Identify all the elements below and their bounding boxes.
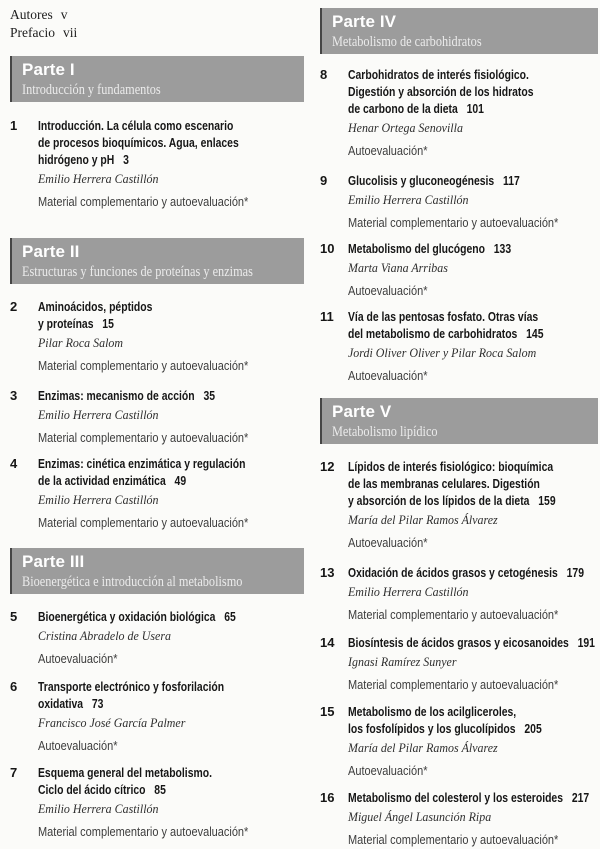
toc-chapter — [320, 172, 598, 232]
chapter-number: 9 — [320, 173, 328, 188]
chapter-material-note: Material complementario y autoevaluación* — [348, 216, 559, 230]
chapter-title-line: y absorción de los lípidos de la dieta 159 — [348, 493, 556, 508]
chapter-number: 2 — [10, 299, 18, 314]
chapter-title — [348, 564, 598, 581]
chapter-author: Emilio Herrera Castillón — [348, 192, 469, 207]
chapter-author: Miguel Ángel Lasunción Ripa — [348, 809, 492, 824]
chapter-title — [348, 634, 598, 651]
chapter-title-line: de las membranas celulares. Digestión — [348, 476, 540, 491]
chapter-author: Ignasi Ramírez Sunyer — [348, 654, 457, 669]
front-matter — [10, 6, 304, 42]
part-subtitle: Introducción y fundamentos — [22, 82, 161, 98]
chapter-author: María del Pilar Ramos Álvarez — [348, 512, 498, 527]
chapter-material-note: Material complementario y autoevaluación* — [348, 833, 559, 847]
chapter-title-line: Carbohidratos de interés fisiológico. — [348, 67, 529, 82]
chapter-author: Francisco José García Palmer — [38, 715, 186, 730]
part-subtitle: Bioenergética e introducción al metabolismo — [22, 574, 243, 590]
part-label: Parte V — [332, 402, 392, 421]
chapter-title — [38, 117, 304, 168]
chapter-material-note: Material complementario y autoevaluación* — [348, 678, 559, 692]
chapter-title — [38, 455, 304, 489]
chapter-author: María del Pilar Ramos Álvarez — [348, 740, 498, 755]
chapter-title-line: Ciclo del ácido cítrico 85 — [38, 782, 166, 797]
chapter-author: Emilio Herrera Castillón — [38, 492, 159, 507]
chapter-material-note: Autoevaluación* — [38, 652, 118, 666]
chapter-material-note: Material complementario y autoevaluación* — [38, 431, 249, 445]
chapter-page-number: 159 — [538, 493, 556, 508]
toc-part-section — [320, 398, 598, 849]
part-subtitle: Metabolismo lipídico — [332, 424, 438, 440]
chapter-title — [348, 172, 598, 189]
part-header — [10, 548, 304, 594]
chapter-material-note: Autoevaluación* — [348, 536, 428, 550]
chapter-number: 16 — [320, 790, 335, 805]
chapter-title-line: Bioenergética y oxidación biológica 65 — [38, 609, 236, 624]
chapter-number: 11 — [320, 309, 334, 324]
toc-chapter — [320, 634, 598, 694]
chapter-page-number: 73 — [91, 696, 104, 711]
toc-column-right — [320, 0, 598, 849]
chapter-author: Cristina Abradelo de Usera — [38, 628, 172, 643]
chapter-page-number: 133 — [493, 241, 512, 256]
chapter-title-line: Enzimas: cinética enzimática y regulación — [38, 456, 246, 471]
toc-chapter — [10, 764, 304, 841]
front-matter-entry — [10, 6, 304, 24]
chapter-title-line: de carbono de la dieta 101 — [348, 101, 484, 116]
part-label: Parte IV — [332, 12, 397, 31]
toc-column-left — [10, 0, 304, 841]
chapter-page-number: 145 — [526, 326, 544, 341]
chapter-author: Marta Viana Arribas — [348, 260, 448, 275]
chapter-title — [348, 240, 598, 257]
chapter-material-note: Material complementario y autoevaluación* — [38, 516, 249, 530]
part-header — [320, 398, 598, 444]
chapter-number: 14 — [320, 635, 335, 650]
chapter-title — [348, 789, 598, 806]
toc-chapter — [320, 564, 598, 624]
chapter-page-number: 217 — [571, 790, 590, 805]
chapter-page-number: 35 — [203, 388, 216, 403]
part-label: Parte III — [22, 552, 85, 571]
toc-part-section — [320, 8, 598, 385]
chapter-page-number: 191 — [577, 635, 595, 650]
chapter-number: 1 — [10, 118, 18, 133]
chapter-title-line: Oxidación de ácidos grasos y cetogénesis 179 — [348, 565, 584, 580]
chapter-page-number: 49 — [174, 473, 187, 488]
chapter-number: 5 — [10, 609, 18, 624]
chapter-title-line: Metabolismo del colesterol y los esteroides 217 — [348, 790, 590, 805]
chapter-title-line: los fosfolípidos y los glucolípidos 205 — [348, 721, 542, 736]
chapter-author: Emilio Herrera Castillón — [38, 407, 159, 422]
chapter-page-number: 101 — [466, 101, 484, 116]
chapter-title — [348, 66, 598, 117]
chapter-title-line: Glucolisis y gluconeogénesis 117 — [348, 173, 520, 188]
chapter-number: 12 — [320, 459, 335, 474]
chapter-title-line: Enzimas: mecanismo de acción 35 — [38, 388, 216, 403]
chapter-title — [38, 298, 304, 332]
part-header — [10, 56, 304, 102]
chapter-title — [38, 764, 304, 798]
toc-chapter — [10, 455, 304, 532]
toc-chapter — [10, 298, 304, 375]
chapter-number: 4 — [10, 456, 18, 471]
toc-part-section — [10, 548, 304, 841]
chapter-number: 10 — [320, 241, 335, 256]
chapter-title-line: Biosíntesis de ácidos grasos y eicosanoides 191 — [348, 635, 595, 650]
part-subtitle: Metabolismo de carbohidratos — [332, 34, 482, 50]
chapter-author: Jordi Oliver Oliver y Pilar Roca Salom — [348, 345, 537, 360]
chapter-title — [348, 458, 598, 509]
chapter-number: 8 — [320, 67, 328, 82]
chapter-title-line: Lípidos de interés fisiológico: bioquímica — [348, 459, 554, 474]
chapter-page-number: 117 — [503, 173, 520, 188]
toc-chapter — [10, 117, 304, 211]
chapter-page-number: 65 — [224, 609, 236, 624]
chapter-title-line: de procesos bioquímicos. Agua, enlaces — [38, 135, 239, 150]
chapter-material-note: Material complementario y autoevaluación* — [38, 195, 249, 209]
chapter-number: 15 — [320, 704, 335, 719]
part-label: Parte II — [22, 242, 80, 261]
toc-part-section — [10, 238, 304, 532]
chapter-page-number: 3 — [123, 152, 129, 167]
chapter-page-number: 179 — [566, 565, 584, 580]
part-header — [10, 238, 304, 284]
chapter-title — [348, 308, 598, 342]
part-header — [320, 8, 598, 54]
chapter-material-note: Autoevaluación* — [348, 369, 428, 383]
chapter-number: 7 — [10, 765, 18, 780]
chapter-title-line: Aminoácidos, péptidos — [38, 299, 153, 314]
chapter-material-note: Autoevaluación* — [38, 739, 118, 753]
chapter-title-line: Digestión y absorción de los hidratos — [348, 84, 534, 99]
chapter-title — [38, 387, 304, 404]
toc-chapter — [320, 308, 598, 385]
part-subtitle: Estructuras y funciones de proteínas y enzimas — [22, 264, 253, 280]
toc-chapter — [320, 458, 598, 552]
toc-chapter — [10, 678, 304, 755]
part-label: Parte I — [22, 60, 75, 79]
entry-label: Prefacio — [10, 25, 55, 40]
chapter-author: Henar Ortega Senovilla — [348, 120, 463, 135]
front-matter-entry — [10, 24, 304, 42]
toc-part-section — [10, 56, 304, 211]
chapter-page-number: 15 — [102, 316, 114, 331]
chapter-title — [38, 678, 304, 712]
chapter-title-line: del metabolismo de carbohidratos 145 — [348, 326, 544, 341]
chapter-number: 3 — [10, 388, 18, 403]
chapter-title-line: Esquema general del metabolismo. — [38, 765, 212, 780]
chapter-author: Emilio Herrera Castillón — [38, 171, 159, 186]
toc-chapter — [320, 703, 598, 780]
chapter-material-note: Material complementario y autoevaluación* — [348, 608, 559, 622]
chapter-material-note: Autoevaluación* — [348, 144, 428, 158]
toc-chapter — [320, 240, 598, 300]
chapter-page-number: 205 — [524, 721, 542, 736]
entry-label: Autores — [10, 7, 53, 22]
chapter-material-note: Autoevaluación* — [348, 284, 428, 298]
chapter-title-line: y proteínas 15 — [38, 316, 114, 331]
chapter-title — [38, 608, 304, 625]
chapter-title-line: hidrógeno y pH 3 — [38, 152, 129, 167]
entry-page-number: vii — [62, 25, 78, 40]
chapter-material-note: Autoevaluación* — [348, 764, 428, 778]
chapter-title-line: de la actividad enzimática 49 — [38, 473, 187, 488]
chapter-title-line: Metabolismo de los acilgliceroles, — [348, 704, 517, 719]
chapter-number: 13 — [320, 565, 335, 580]
chapter-material-note: Material complementario y autoevaluación* — [38, 825, 249, 839]
toc-chapter — [320, 66, 598, 160]
entry-page-number: v — [60, 7, 68, 22]
chapter-title-line: oxidativa 73 — [38, 696, 104, 711]
toc-chapter — [10, 608, 304, 668]
toc-chapter — [320, 789, 598, 849]
chapter-title-line: Vía de las pentosas fosfato. Otras vías — [348, 309, 539, 324]
toc-chapter — [10, 387, 304, 447]
chapter-title-line: Introducción. La célula como escenario — [38, 118, 234, 133]
chapter-author: Pilar Roca Salom — [38, 335, 124, 350]
chapter-title-line: Transporte electrónico y fosforilación — [38, 679, 225, 694]
chapter-author: Emilio Herrera Castillón — [348, 584, 469, 599]
chapter-page-number: 85 — [154, 782, 166, 797]
chapter-title-line: Metabolismo del glucógeno 133 — [348, 241, 512, 256]
chapter-title — [348, 703, 598, 737]
chapter-author: Emilio Herrera Castillón — [38, 801, 159, 816]
chapter-number: 6 — [10, 679, 18, 694]
chapter-material-note: Material complementario y autoevaluación* — [38, 359, 249, 373]
